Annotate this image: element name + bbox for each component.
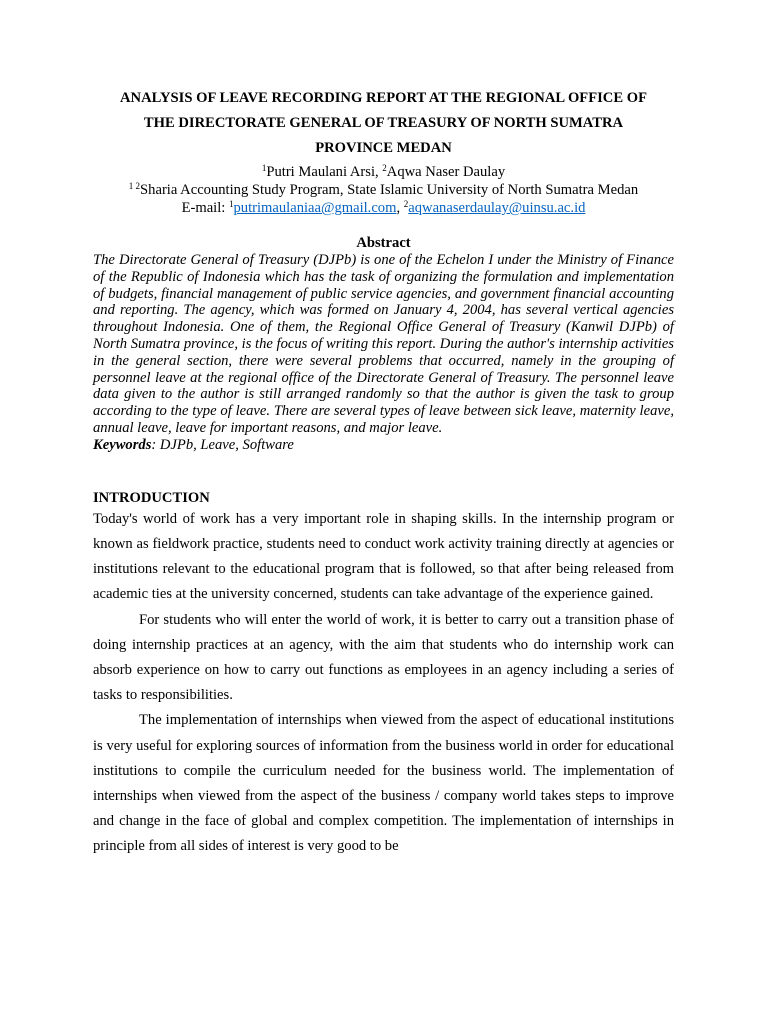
affiliation-line bbox=[93, 181, 674, 199]
email-1-superscript: 1 bbox=[228, 199, 234, 209]
abstract-heading: Abstract bbox=[356, 235, 411, 251]
author-2-superscript: 2 bbox=[382, 163, 387, 173]
introduction-paragraph-3: The implementation of internships when viewed from the aspect of educational institutions is very useful for exploring sources of information from the business world in order for educational institutions to compile the curriculum needed for the business world. The implementation of internships when viewed from the aspect of the business / company world takes steps to improve and change in the face of global and complex competition. The implementation of internships in principle from all sides of interest is very good to be bbox=[93, 712, 674, 855]
author-2-name: Aqwa Naser Daulay bbox=[386, 164, 506, 180]
email-link-2[interactable]: aqwanaserdaulay@uinsu.ac.id bbox=[408, 200, 586, 216]
authors-line bbox=[93, 163, 674, 181]
keywords-text: : DJPb, Leave, Software bbox=[151, 436, 294, 453]
document-page bbox=[93, 86, 674, 860]
affiliation-text: Sharia Accounting Study Program, State Islamic University of North Sumatra Medan bbox=[140, 182, 639, 198]
author-1-name: Putri Maulani Arsi, bbox=[266, 164, 383, 180]
abstract-text: The Directorate General of Treasury (DJPb) is one of the Echelon I under the Ministry of Finance of the Republic of Indonesia which has the task of organizing the formulation and implementation of budgets, financial management of public service agencies, and government financial accounting and reporting. The agency, which was formed on January 4, 2004, has several vertical agencies throughout Indonesia. One of them, the Regional Office General of Treasury (Kanwil DJPb) of North Sumatra province, is the focus of writing this report. During the author's internship activities in the general section, there were several problems that occurred, namely in the grouping of personnel leave at the regional office of the Directorate General of Treasury. The personnel leave data given to the author is still arranged randomly so that the author is given the task to group according to the type of leave. There are several types of leave between sick leave, maternity leave, annual leave, leave for important reasons, and major leave. bbox=[93, 252, 674, 436]
email-label: E-mail: bbox=[181, 200, 229, 216]
paper-title-line-1: ANALYSIS OF LEAVE RECORDING REPORT AT THE REGIONAL OFFICE OF bbox=[119, 90, 647, 106]
author-1-superscript: 1 bbox=[261, 163, 267, 173]
keywords-label: Keywords bbox=[93, 436, 152, 453]
email-2-superscript: 2 bbox=[403, 199, 409, 209]
paper-title-line-2: THE DIRECTORATE GENERAL OF TREASURY OF NORTH SUMATRA bbox=[143, 115, 624, 131]
email-link-1[interactable]: putrimaulaniaa@gmail.com bbox=[233, 200, 397, 216]
introduction-paragraph-2: For students who will enter the world of work, it is better to carry out a transition phase of doing internship practices at an agency, with the aim that students who do internship work can absorb experience on how to carry out functions as employees in an agency including a series of tasks to responsibilities. bbox=[93, 611, 674, 704]
introduction-paragraph-1: Today's world of work has a very important role in shaping skills. In the internship program or known as fieldwork practice, students need to conduct work activity training directly at agencies or institutions relevant to the educational program that is followed, so that after being released from academic ties at the university concerned, students can take advantage of the experience gained. bbox=[93, 510, 674, 603]
email-line bbox=[93, 199, 674, 217]
keywords-line bbox=[93, 437, 674, 454]
affiliation-superscript: 1 2 bbox=[128, 181, 141, 191]
introduction-heading: INTRODUCTION bbox=[93, 489, 210, 506]
paper-title-line-3: PROVINCE MEDAN bbox=[315, 140, 452, 156]
email-separator: , bbox=[396, 200, 404, 216]
